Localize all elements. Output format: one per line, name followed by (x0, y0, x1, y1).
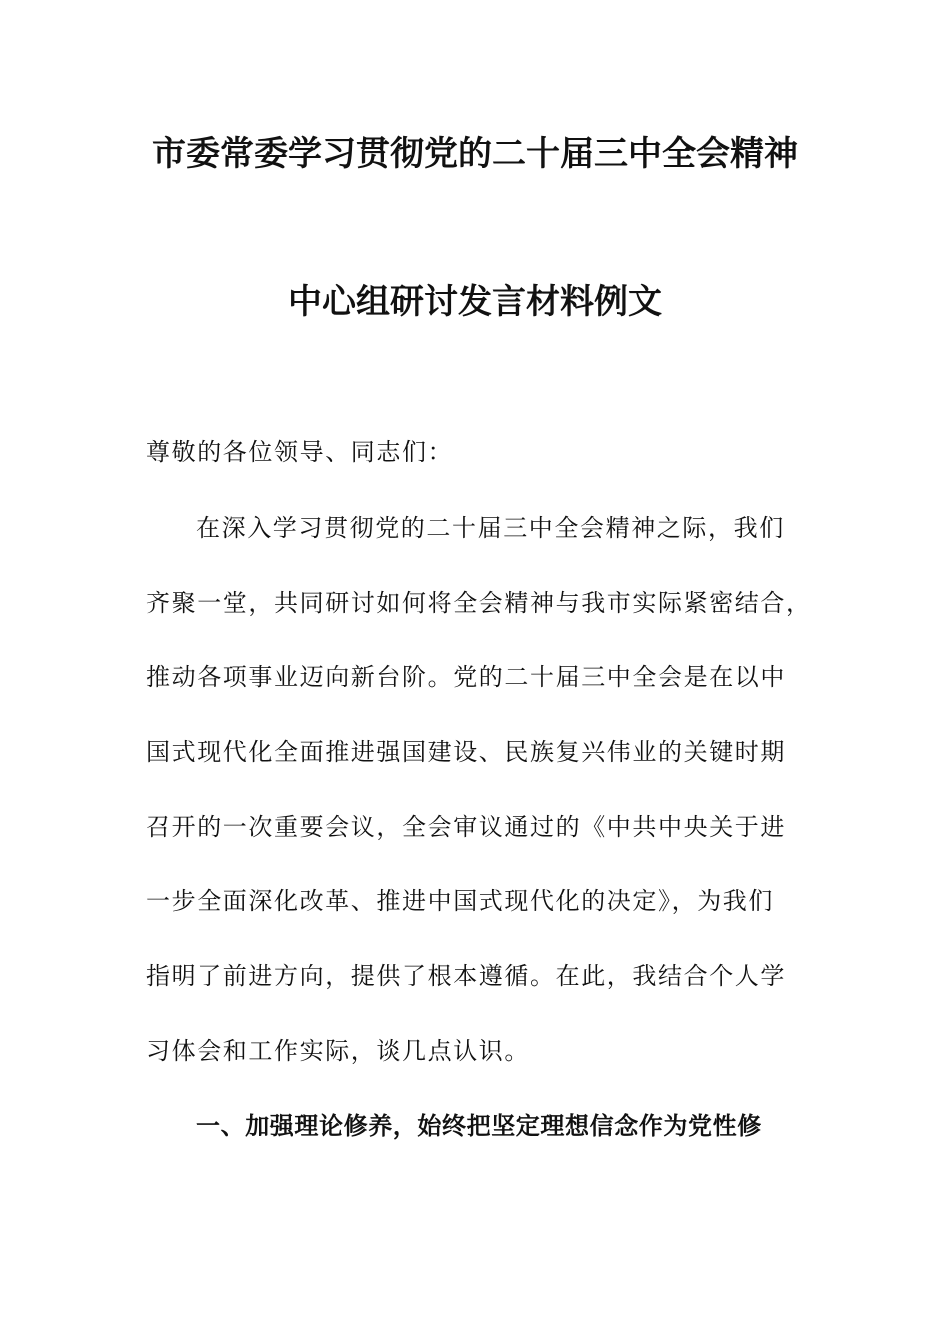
paragraph-line: 一步全面深化改革、推进中国式现代化的决定》，为我们 (146, 887, 774, 915)
paragraph-line: 国式现代化全面推进强国建设、民族复兴伟业的关键时期 (146, 738, 786, 766)
paragraph-line: 推动各项事业迈向新台阶。党的二十届三中全会是在以中 (146, 663, 786, 691)
salutation: 尊敬的各位领导、同志们： (146, 438, 454, 466)
paragraph-line: 召开的一次重要会议，全会审议通过的《中共中央关于进 (146, 813, 786, 841)
paragraph-line: 习体会和工作实际，谈几点认识。 (146, 1037, 530, 1065)
section-heading: 一、加强理论修养，始终把坚定理想信念作为党性修 (196, 1112, 762, 1140)
document-title-line-1: 市委常委学习贯彻党的二十届三中全会精神 (152, 134, 798, 174)
paragraph-line: 在深入学习贯彻党的二十届三中全会精神之际，我们 (196, 514, 785, 542)
document-title-line-2: 中心组研讨发言材料例文 (288, 282, 662, 322)
paragraph-line: 齐聚一堂，共同研讨如何将全会精神与我市实际紧密结合， (146, 589, 812, 617)
paragraph-line: 指明了前进方向，提供了根本遵循。在此，我结合个人学 (146, 962, 786, 990)
